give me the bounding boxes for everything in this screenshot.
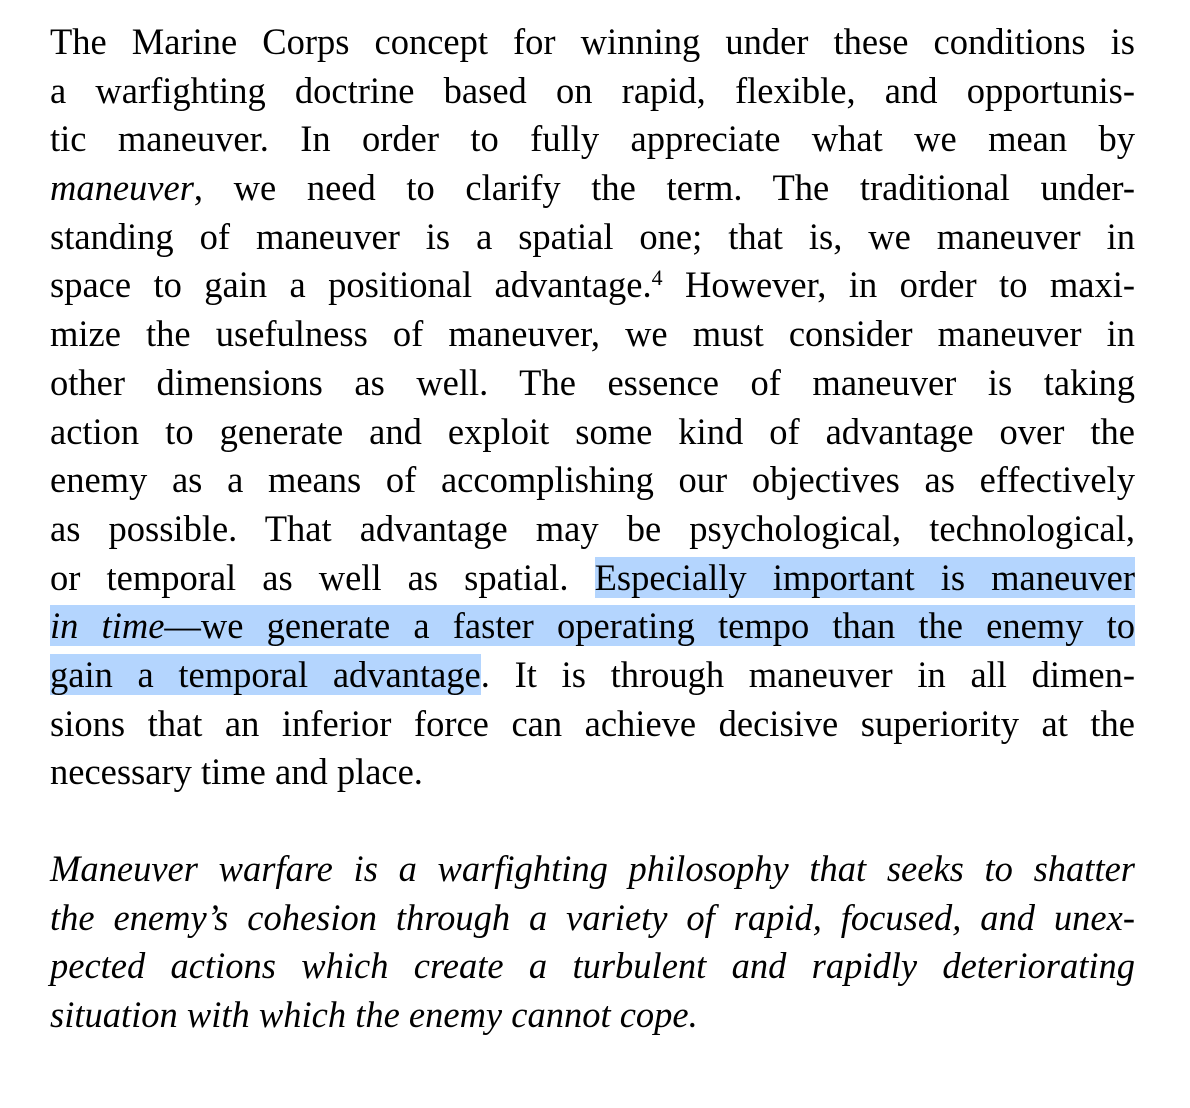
selected-text-highlight[interactable]: Especially important is maneuver [594,556,1136,598]
text-line: enemy as a means of accomplishing our objectives as effectively [50,459,1135,501]
text-run: However, in order to maxi- [662,264,1135,306]
text-line: pected actions which create a turbulent and rapidly deteriorating [50,945,1135,987]
text-line: situation with which the enemy cannot cope. [50,994,698,1036]
selected-text-highlight[interactable]: gain a temporal advantage [50,653,481,695]
text-line: other dimensions as well. The essence of maneuver is taking [50,361,1135,403]
text-run: or temporal as well as spatial. [50,556,595,598]
text-line: a warfighting doctrine based on rapid, flexible, and opportunis- [50,69,1135,111]
text-line [50,164,1135,213]
text-run: . It is through maneuver in all dimen- [480,653,1136,695]
document-page [50,18,1135,1040]
text-line: the enemy’s cohesion through a variety of rapid, focused, and unex- [50,896,1135,938]
text-line: action to generate and exploit some kind of advantage over the [50,410,1135,452]
text-line: sions that an inferior force can achieve decisive superiority at the [50,702,1135,744]
text-line: The Marine Corps concept for winning under these conditions is [50,21,1135,62]
emphasis-in-time: in time [50,605,165,647]
text-line: necessary time and place. [50,751,423,793]
text-run: space to gain a positional advantage. [50,264,652,306]
text-run: , we need to clarify the term. The traditional under- [193,167,1135,209]
paragraph-maneuver-concept [50,18,1135,797]
text-line: tic maneuver. In order to fully appreciate what we mean by [50,118,1135,160]
text-line: standing of maneuver is a spatial one; that is, we maneuver in [50,215,1135,257]
text-line: mize the usefulness of maneuver, we must consider maneuver in [50,313,1135,355]
text-line: Maneuver warfare is a warfighting philosophy that seeks to shatter [50,848,1135,889]
text-line [50,651,1135,700]
paragraph-maneuver-warfare-definition [50,845,1135,1040]
text-run: —we generate a faster operating tempo than the enemy to [164,605,1135,647]
emphasis-maneuver: maneuver [50,167,194,209]
text-line [50,602,1135,651]
text-line [50,261,1135,310]
text-line: as possible. That advantage may be psychological, technological, [50,507,1135,549]
text-line [50,554,1135,603]
selected-text-highlight[interactable] [50,605,1135,646]
footnote-reference[interactable]: 4 [651,265,663,291]
